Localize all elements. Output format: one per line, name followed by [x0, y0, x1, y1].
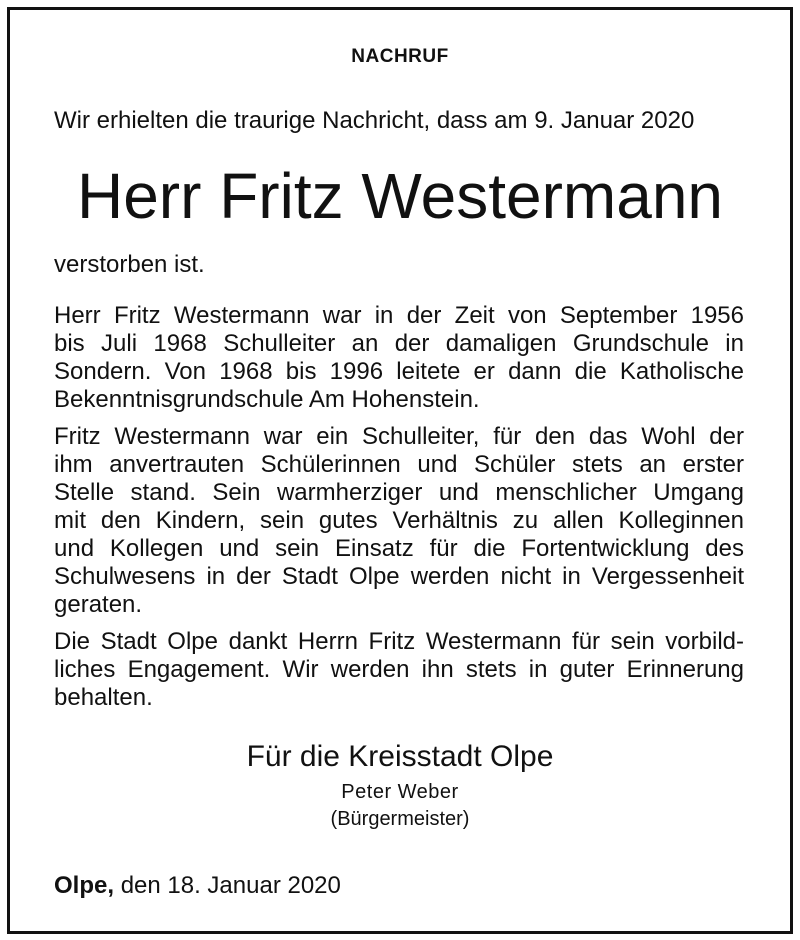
- dateline-date: den 18. Januar 2020: [120, 872, 341, 899]
- body-line: behalten.: [54, 684, 153, 711]
- signature-title: (Bürgermeister): [330, 808, 470, 830]
- body-line: Sondern. Von 1968 bis 1996 leitete er dann die Katholische: [54, 358, 744, 385]
- intro-text: Wir erhielten die traurige Nachricht, dass am 9. Januar 2020: [54, 107, 695, 134]
- died-text: verstorben ist.: [54, 251, 205, 278]
- dateline-place: Olpe,: [54, 872, 115, 899]
- body-line: mit den Kindern, sein gutes Verhältnis zu allen Kolleginnen: [54, 507, 744, 534]
- dateline: [54, 872, 341, 900]
- body-line: und Kollegen und sein Einsatz für die Fortentwicklung des: [54, 535, 744, 562]
- deceased-name: Herr Fritz Westermann: [76, 160, 724, 232]
- body-line: liches Engagement. Wir werden ihn stets in guter Erinnerung: [54, 656, 744, 683]
- body-line: Bekenntnisgrundschule Am Hohenstein.: [54, 386, 480, 413]
- signature-name: Peter Weber: [341, 781, 459, 803]
- obituary-body: [54, 302, 744, 721]
- body-line: ihm anvertrauten Schülerinnen und Schüler stets an erster: [54, 451, 744, 478]
- body-line: Herr Fritz Westermann war in der Zeit von September 1956: [54, 302, 744, 329]
- signature-organization: Für die Kreisstadt Olpe: [246, 740, 554, 773]
- paragraph-career: [54, 302, 744, 414]
- paragraph-thanks: [54, 628, 744, 712]
- signature-block: [0, 737, 800, 833]
- body-line: Fritz Westermann war ein Schulleiter, für den das Wohl der: [54, 423, 744, 450]
- body-line: Schulwesens in der Stadt Olpe werden nicht in Vergessenheit: [54, 563, 744, 590]
- notice-heading: NACHRUF: [351, 46, 449, 67]
- body-line: Die Stadt Olpe dankt Herrn Fritz Westermann für sein vorbild-: [54, 628, 744, 655]
- paragraph-tribute: [54, 423, 744, 619]
- body-line: bis Juli 1968 Schulleiter an der damaligen Grundschule in: [54, 330, 744, 357]
- body-line: geraten.: [54, 591, 143, 618]
- body-line: Stelle stand. Sein warmherziger und menschlicher Umgang: [54, 479, 744, 506]
